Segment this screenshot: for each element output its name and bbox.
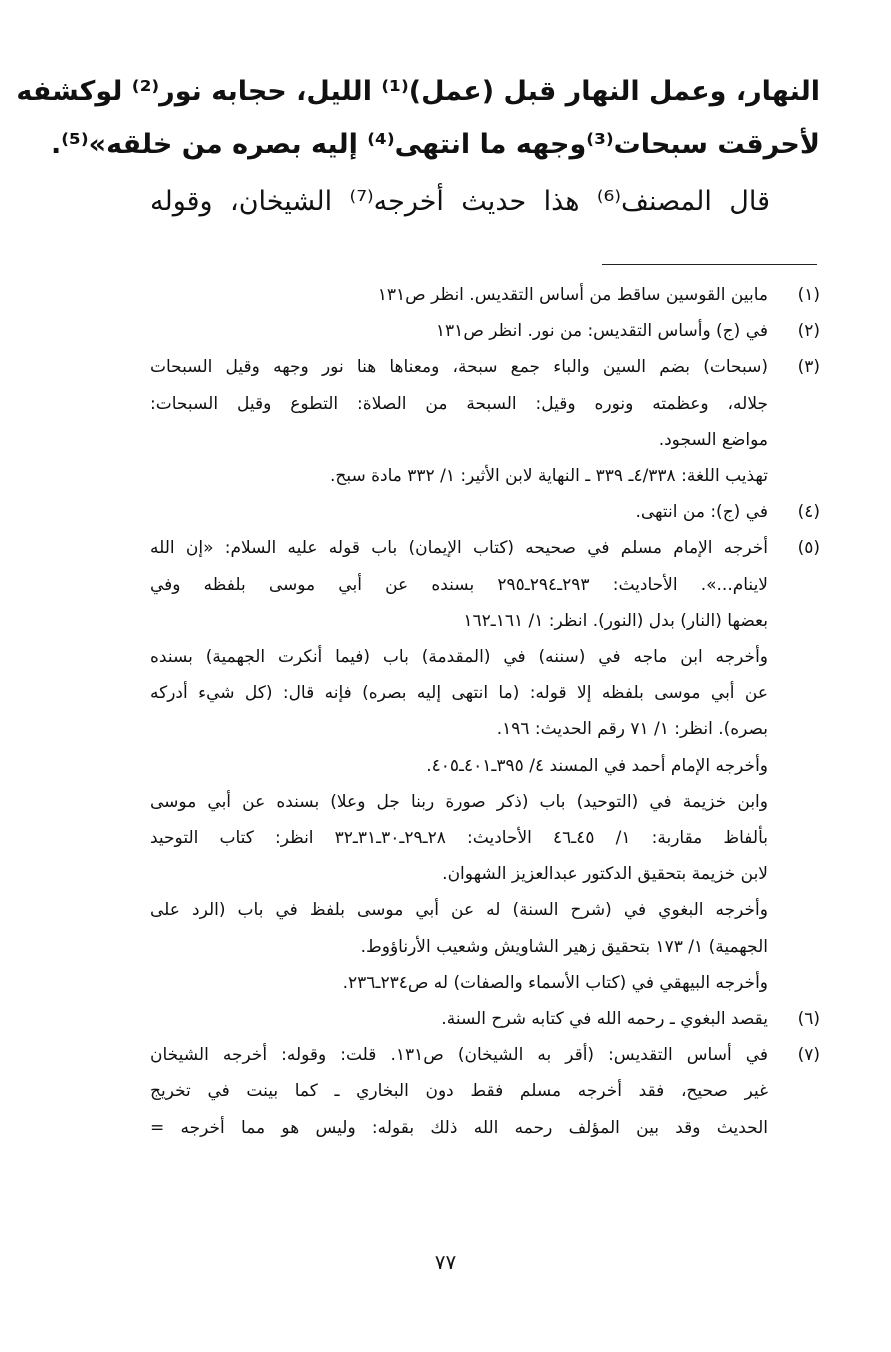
footnote-line: وأخرجه البغوي في (شرح السنة) له عن أبي موسى بلفظ في باب (الرد على — [150, 900, 768, 921]
footnote-1 — [150, 277, 820, 313]
footnote-2 — [150, 313, 820, 349]
footnote-line: الحديث وقد بين المؤلف رحمه الله ذلك بقوله: وليس هو مما أخرجه = — [150, 1117, 768, 1138]
footnote-line: أخرجه الإمام مسلم في صحيحه (كتاب الإيمان) باب قوله عليه السلام: «إن الله — [150, 538, 768, 559]
footnote-line: (سبحات) بضم السين والباء جمع سبحة، ومعناها هنا نور وجهه وقيل السبحات — [150, 357, 768, 378]
footnote-4 — [150, 494, 820, 530]
footnote-line: يقصد البغوي ـ رحمه الله في كتابه شرح السنة. — [441, 1009, 768, 1030]
page-content — [16, 60, 820, 1146]
footnote-line: عن أبي موسى بلفظه إلا قوله: (ما انتهى إليه بصره) فإنه قال: (كل شيء أدركه — [150, 683, 768, 704]
footnote-line: بعضها (النار) بدل (النور). انظر: ١/ ١٦١ـ١٦٢ — [463, 610, 768, 631]
main-text — [16, 64, 820, 232]
footnote-7 — [150, 1037, 820, 1146]
footnote-line: وأخرجه ابن ماجه في (سننه) في (المقدمة) باب (فيما أنكرت الجهمية) بسنده — [150, 647, 768, 668]
footnote-line: جلاله، وعظمته ونوره وقيل: السبحة من الصلاة: التطوع وقيل السبحات: — [150, 393, 768, 414]
main-text-line-2: لأحرقت سبحات⁽³⁾وجهه ما انتهى⁽⁴⁾ إليه بصره من خلقه»⁽⁵⁾. — [50, 129, 820, 160]
footnote-number: (٣) — [797, 357, 820, 378]
footnote-line: وأخرجه البيهقي في (كتاب الأسماء والصفات) له ص٢٣٤ـ٢٣٦. — [342, 972, 768, 993]
footnote-number: (٧) — [797, 1045, 820, 1066]
footnote-body — [150, 277, 768, 313]
footnote-line: وابن خزيمة في (التوحيد) باب (ذكر صورة ربنا جل وعلا) بسنده عن أبي موسى — [150, 791, 768, 812]
page-number: ٧٧ — [434, 1250, 457, 1274]
footnote-body — [150, 1001, 768, 1037]
footnote-line: لاينام...». الأحاديث: ٢٩٣ـ٢٩٤ـ٢٩٥ بسنده عن أبي موسى بلفظه وفي — [150, 574, 768, 595]
footnote-number: (٥) — [797, 538, 820, 559]
footnote-6 — [150, 1001, 820, 1037]
footnote-line: في أساس التقديس: (أقر به الشيخان) ص١٣١. قلت: وقوله: أخرجه الشيخان — [150, 1045, 768, 1066]
footnote-3 — [150, 349, 820, 494]
footnote-line: بألفاظ مقاربة: ١/ ٤٥ـ٤٦ الأحاديث: ٢٨ـ٢٩ـ٣٠ـ٣١ـ٣٢ انظر: كتاب التوحيد — [150, 828, 768, 849]
main-text-line-3: قال المصنف⁽⁶⁾ هذا حديث أخرجه⁽⁷⁾ الشيخان، وقوله — [150, 186, 770, 217]
footnote-body — [150, 530, 768, 1001]
footnote-line: في (ج): من انتهى. — [635, 502, 768, 523]
footnote-line: غير صحيح، فقد أخرجه مسلم فقط دون البخاري ـ كما بينت في تخريج — [150, 1081, 768, 1102]
footnote-number: (٢) — [797, 321, 820, 342]
footnote-line: لابن خزيمة بتحقيق الدكتور عبدالعزيز الشهوان. — [442, 864, 768, 885]
footnote-line: وأخرجه الإمام أحمد في المسند ٤/ ٣٩٥ـ٤٠١ـ٤٠٥. — [426, 755, 768, 776]
footnote-separator — [602, 264, 817, 265]
footnote-line: الجهمية) ١/ ١٧٣ بتحقيق زهير الشاويش وشعيب الأرناؤوط. — [360, 936, 768, 957]
main-text-line-1: النهار، وعمل النهار قبل (عمل)⁽¹⁾ الليل، حجابه نور⁽²⁾ لوكشفه — [16, 76, 820, 107]
footnote-body — [150, 349, 768, 494]
footnote-line: مابين القوسين ساقط من أساس التقديس. انظر ص١٣١ — [377, 285, 768, 305]
footnote-line: بصره). انظر: ١/ ٧١ رقم الحديث: ١٩٦. — [496, 719, 768, 740]
footnote-line: مواضع السجود. — [658, 429, 768, 450]
footnote-5 — [150, 530, 820, 1001]
footnote-body — [150, 1037, 768, 1146]
footnote-number: (١) — [797, 285, 820, 305]
footnote-body — [150, 313, 768, 349]
footnote-line: في (ج) وأساس التقديس: من نور. انظر ص١٣١ — [435, 321, 768, 342]
footnote-number: (٤) — [797, 502, 820, 523]
footnotes — [150, 277, 820, 1146]
footnote-number: (٦) — [797, 1009, 820, 1030]
footnote-body — [150, 494, 768, 530]
footnote-line: تهذيب اللغة: ٤/٣٣٨ـ ٣٣٩ ـ النهاية لابن الأثير: ١/ ٣٣٢ مادة سبح. — [329, 466, 768, 487]
